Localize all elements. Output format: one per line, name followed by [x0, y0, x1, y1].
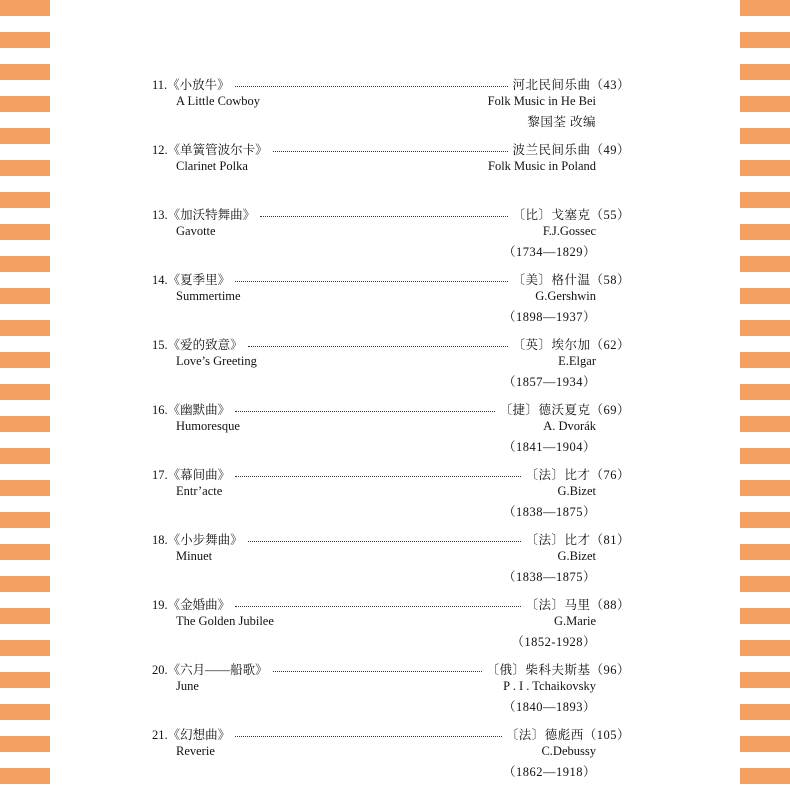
entry-title: 《爱的致意》 — [167, 338, 243, 352]
entry-number: 12. — [152, 143, 168, 157]
entry-lifespan: （1852-1928） — [511, 635, 596, 649]
entry-number: 18. — [152, 533, 168, 547]
entry-arranger: 黎国荃 改编 — [527, 115, 596, 129]
entry-composer-page: 〔比〕戈塞克（55） — [510, 205, 630, 223]
leader-dots — [235, 281, 508, 282]
entry-composer-page: 〔俄〕柴科夫斯基（96） — [484, 660, 630, 678]
entry-composer-latin: E.Elgar — [558, 354, 596, 368]
entry-english-title: Entr’acte — [176, 484, 223, 498]
entry-title: 《单簧管波尔卡》 — [167, 143, 268, 157]
leader-dots — [273, 151, 508, 152]
entry-lifespan: （1898—1937） — [502, 310, 596, 324]
entry-english-title: Reverie — [176, 744, 215, 758]
leader-dots — [235, 86, 508, 87]
leader-dots — [235, 736, 502, 737]
entry-title: 《小放牛》 — [167, 78, 230, 92]
entry-composer-latin: A. Dvorák — [543, 419, 596, 433]
entry-composer-latin: C.Debussy — [541, 744, 596, 758]
entry-english-title: Clarinet Polka — [176, 159, 248, 173]
entry-composer-latin: G.Marie — [554, 614, 596, 628]
entry-lifespan: （1734—1829） — [502, 245, 596, 259]
entry-composer-page: 〔法〕马里（88） — [523, 595, 630, 613]
entry-english-title: Humoresque — [176, 419, 240, 433]
toc-entry — [152, 75, 630, 129]
entry-origin: Folk Music in He Bei — [487, 94, 596, 108]
entry-number: 11. — [152, 78, 168, 92]
entry-composer-latin: F.J.Gossec — [542, 224, 596, 238]
entry-composer-page: 波兰民间乐曲（49） — [510, 140, 630, 158]
leader-dots — [260, 216, 508, 217]
entry-composer-page: 〔捷〕德沃夏克（69） — [497, 400, 630, 418]
entry-english-title: A Little Cowboy — [176, 94, 261, 108]
entry-title: 《小步舞曲》 — [167, 533, 243, 547]
entry-title: 《六月——船歌》 — [167, 663, 268, 677]
toc-entry — [152, 270, 630, 324]
leader-dots — [248, 541, 521, 542]
entry-composer-page: 〔法〕德彪西（105） — [504, 725, 630, 743]
entry-lifespan: （1838—1875） — [502, 570, 596, 584]
toc-entry — [152, 140, 630, 173]
leader-dots — [235, 606, 521, 607]
entry-english-title: Summertime — [176, 289, 241, 303]
entry-english-title: The Golden Jubilee — [176, 614, 274, 628]
entry-number: 16. — [152, 403, 168, 417]
entry-number: 14. — [152, 273, 168, 287]
entry-composer-latin: G.Bizet — [557, 484, 596, 498]
entry-english-title: June — [176, 679, 199, 693]
leader-dots — [248, 346, 508, 347]
entry-composer-latin: G.Bizet — [557, 549, 596, 563]
entry-lifespan: （1838—1875） — [502, 505, 596, 519]
entry-english-title: Gavotte — [176, 224, 216, 238]
entry-lifespan: （1862—1918） — [502, 765, 596, 779]
entry-lifespan: （1841—1904） — [502, 440, 596, 454]
entry-composer-page: 〔美〕格什温（58） — [510, 270, 630, 288]
entry-lifespan: （1857—1934） — [502, 375, 596, 389]
entry-lifespan: （1840—1893） — [502, 700, 596, 714]
entry-number: 19. — [152, 598, 168, 612]
toc-entry — [152, 400, 630, 454]
entry-composer-latin: G.Gershwin — [535, 289, 596, 303]
leader-dots — [235, 411, 495, 412]
toc-entry — [152, 595, 630, 649]
entry-title: 《幕间曲》 — [167, 468, 231, 482]
entry-english-title: Love’s Greeting — [176, 354, 257, 368]
toc-entry — [152, 530, 630, 584]
entry-composer-page: 〔法〕比才（81） — [523, 530, 630, 548]
toc-entry — [152, 205, 630, 259]
right-decorative-stripes — [740, 0, 790, 792]
toc-entry — [152, 335, 630, 389]
entry-title: 《幻想曲》 — [167, 728, 231, 742]
toc-entry — [152, 725, 630, 779]
entry-composer-latin: P . I . Tchaikovsky — [503, 679, 596, 693]
entry-title: 《加沃特舞曲》 — [167, 208, 256, 222]
left-decorative-stripes — [0, 0, 50, 792]
entry-title: 《夏季里》 — [167, 273, 231, 287]
entry-composer-page: 〔法〕比才（76） — [523, 465, 630, 483]
entry-title: 《金婚曲》 — [167, 598, 231, 612]
toc-entry — [152, 660, 630, 714]
entry-title: 《幽默曲》 — [167, 403, 231, 417]
entry-english-title: Minuet — [176, 549, 213, 563]
entry-origin: Folk Music in Poland — [488, 159, 596, 173]
entry-composer-page: 河北民间乐曲（43） — [510, 75, 630, 93]
entry-number: 20. — [152, 663, 168, 677]
toc-entry — [152, 465, 630, 519]
entry-number: 13. — [152, 208, 168, 222]
entry-composer-page: 〔英〕埃尔加（62） — [510, 335, 630, 353]
leader-dots — [235, 476, 521, 477]
entry-number: 21. — [152, 728, 168, 742]
leader-dots — [273, 671, 482, 672]
entry-number: 17. — [152, 468, 168, 482]
entry-number: 15. — [152, 338, 168, 352]
